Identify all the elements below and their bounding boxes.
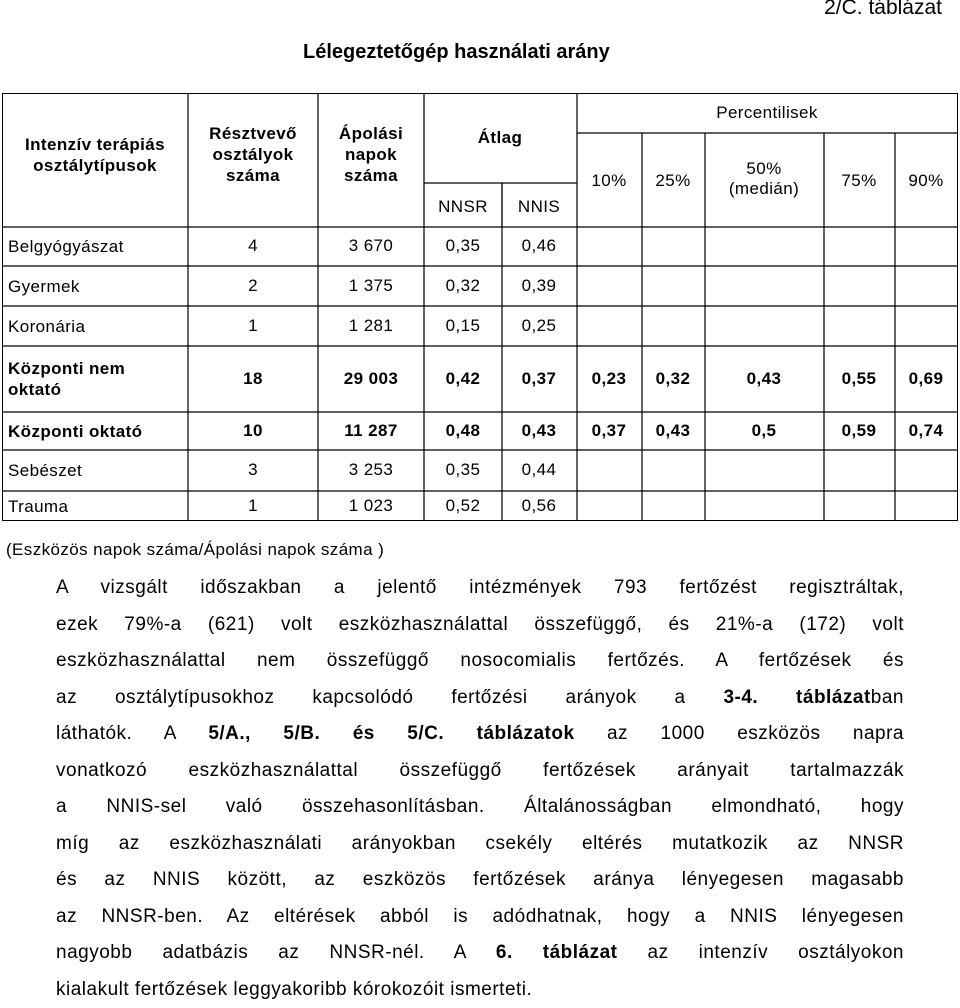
header-care-days-line: Ápolási (339, 123, 403, 144)
paragraph-text: nagyobb adatbázis az NNSR-nél. A (56, 942, 496, 963)
row-nnsr: 0,32 (446, 276, 481, 296)
row-participants: 18 (243, 369, 263, 389)
paragraph-line (56, 680, 904, 717)
paragraph-text: ezek 79%-a (621) volt eszközhasználattal összefüggő, és 21%-a (172) volt (56, 614, 904, 635)
row-name (8, 358, 125, 400)
paragraph-text: láthatók. A (56, 723, 208, 744)
row-name-line: Trauma (8, 496, 68, 517)
row-care-days: 3 253 (349, 460, 394, 480)
header-unit-type (25, 134, 165, 176)
header-participants-line: osztályok (209, 144, 297, 165)
row-name (8, 460, 82, 481)
row-nnsr: 0,48 (446, 421, 481, 441)
header-nnis: NNIS (518, 197, 560, 217)
paragraph-bold-ref: 3-4. táblázat (723, 687, 870, 708)
paragraph-line (56, 935, 904, 972)
paragraph-bold-ref: 6. táblázat (496, 942, 618, 963)
row-name-line: Központi nem (8, 358, 125, 379)
paragraph-line (56, 753, 904, 790)
paragraph-text: és az NNIS között, az eszközös fertőzések aránya lényegesen magasabb (56, 869, 904, 890)
paragraph-line (56, 862, 904, 899)
header-care-days (339, 123, 403, 186)
row-nnis: 0,37 (522, 369, 557, 389)
row-participants: 1 (248, 496, 258, 516)
row-nnsr: 0,35 (446, 460, 481, 480)
paragraph-line (56, 789, 904, 826)
row-p75: 0,55 (842, 369, 877, 389)
paragraph-text: a NNIS-sel való összehasonlításban. Általánosságban elmondható, hogy (56, 796, 904, 817)
row-name (8, 496, 68, 517)
paragraph-text: A vizsgált időszakban a jelentő intézmények 793 fertőzést regisztráltak, (56, 577, 904, 598)
paragraph-text: kialakult fertőzések leggyakoribb kórokozóit ismerteti. (56, 979, 532, 1000)
header-p50 (729, 159, 799, 199)
row-care-days: 11 287 (344, 421, 397, 441)
table-title: Lélegeztetőgép használati arány (303, 41, 610, 64)
row-nnsr: 0,35 (446, 236, 481, 256)
header-unit-type-line: Intenzív terápiás (25, 134, 165, 155)
header-unit-type-line: osztálytípusok (25, 155, 165, 176)
paragraph-text: az intenzív osztályokon (618, 942, 905, 963)
row-nnis: 0,44 (522, 460, 557, 480)
row-name (8, 421, 142, 442)
row-name (8, 236, 124, 257)
paragraph-text: az NNSR-ben. Az eltérések abból is adódhatnak, hogy a NNIS lényegesen (56, 906, 904, 927)
paragraph-text: míg az eszközhasználati arányokban csekély eltérés mutatkozik az NNSR (56, 833, 904, 854)
row-p90: 0,74 (909, 421, 944, 441)
header-p75: 75% (841, 171, 876, 191)
header-p50-line: (medián) (729, 179, 799, 199)
header-participants-line: Résztvevő (209, 123, 297, 144)
header-participants (209, 123, 297, 186)
paragraph-line (56, 643, 904, 680)
header-p10: 10% (591, 171, 626, 191)
row-care-days: 3 670 (349, 236, 394, 256)
row-participants: 2 (248, 276, 258, 296)
row-care-days: 1 023 (349, 496, 394, 516)
header-p50-line: 50% (729, 159, 799, 179)
paragraph-line (56, 607, 904, 644)
row-care-days: 29 003 (344, 369, 398, 389)
row-nnis: 0,43 (522, 421, 557, 441)
row-p75: 0,59 (842, 421, 877, 441)
row-name-line: Gyermek (8, 276, 80, 297)
header-p25: 25% (655, 171, 690, 191)
row-name-line: Koronária (8, 316, 85, 337)
paragraph-text: ban (871, 687, 904, 708)
header-care-days-line: napok (339, 144, 403, 165)
paragraph-bold-ref: 5/A., 5/B. és 5/C. táblázatok (208, 723, 574, 744)
paragraph-line (56, 716, 904, 753)
header-p90: 90% (908, 171, 943, 191)
row-nnis: 0,25 (522, 316, 557, 336)
header-average: Átlag (478, 127, 523, 148)
paragraph-line (56, 899, 904, 936)
paragraph-line (56, 570, 904, 607)
row-nnsr: 0,42 (446, 369, 481, 389)
row-nnsr: 0,15 (446, 316, 481, 336)
row-name (8, 316, 85, 337)
paragraph-text: eszközhasználattal nem összefüggő nosocomialis fertőzés. A fertőzések és (56, 650, 904, 671)
row-name-line: Belgyógyászat (8, 236, 124, 257)
row-p10: 0,23 (592, 369, 627, 389)
paragraph-text: vonatkozó eszközhasználattal összefüggő fertőzések arányait tartalmazzák (56, 760, 904, 781)
row-p50: 0,43 (747, 369, 782, 389)
row-nnis: 0,39 (522, 276, 557, 296)
table-label: 2/C. táblázat (824, 0, 942, 20)
header-participants-line: száma (209, 165, 297, 186)
row-name (8, 276, 80, 297)
row-participants: 3 (248, 460, 258, 480)
paragraph-text: az 1000 eszközös napra (575, 723, 904, 744)
table-footnote: (Eszközös napok száma/Ápolási napok száma ) (6, 540, 384, 560)
row-name-line: Központi oktató (8, 421, 142, 442)
body-paragraph (56, 570, 904, 1008)
row-p25: 0,32 (656, 369, 691, 389)
row-participants: 4 (248, 236, 258, 256)
row-participants: 1 (248, 316, 258, 336)
header-care-days-line: száma (339, 165, 403, 186)
paragraph-line (56, 826, 904, 863)
row-nnis: 0,46 (522, 236, 557, 256)
row-p50: 0,5 (752, 421, 777, 441)
row-p90: 0,69 (909, 369, 944, 389)
row-nnis: 0,56 (522, 496, 557, 516)
row-nnsr: 0,52 (446, 496, 481, 516)
row-name-line: oktató (8, 379, 125, 400)
row-care-days: 1 281 (349, 316, 394, 336)
header-percentiles: Percentilisek (716, 103, 818, 123)
header-nnsr: NNSR (438, 197, 488, 217)
row-name-line: Sebészet (8, 460, 82, 481)
paragraph-text: az osztálytípusokhoz kapcsolódó fertőzési arányok a (56, 687, 723, 708)
ventilator-usage-table (2, 93, 958, 521)
row-p25: 0,43 (656, 421, 691, 441)
row-care-days: 1 375 (349, 276, 394, 296)
row-participants: 10 (243, 421, 263, 441)
row-p10: 0,37 (592, 421, 627, 441)
